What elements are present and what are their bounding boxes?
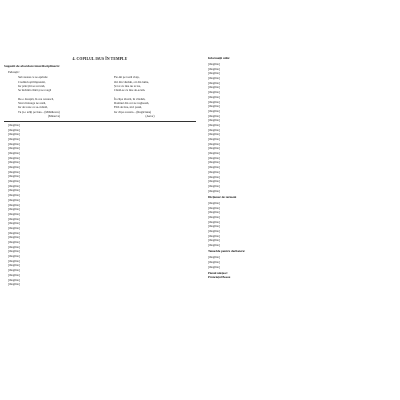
paragraph: [illegible] (8, 141, 20, 146)
paragraph: [illegible] (208, 210, 220, 215)
poem-line: În clipa tăcerii, în văzduh, (114, 96, 146, 101)
divider (4, 121, 196, 122)
paragraph: [illegible] (208, 94, 220, 99)
paragraph: [illegible] (208, 141, 220, 146)
paragraph: [illegible] (208, 214, 220, 219)
paragraph: [illegible] (8, 202, 20, 207)
paragraph: [illegible] (208, 188, 220, 193)
paragraph: [illegible] (208, 127, 220, 132)
paragraph: [illegible] (8, 197, 20, 202)
section-heading: Sugestii de abordare interdisciplinară: (4, 64, 60, 68)
paragraph: [illegible] (8, 127, 20, 132)
poem-author: (Autor) (145, 114, 155, 119)
paragraph: [illegible] (8, 230, 20, 235)
paragraph: [illegible] (8, 169, 20, 174)
paragraph: [illegible] (8, 263, 20, 268)
paragraph: [illegible] (8, 244, 20, 249)
paragraph: [illegible] (8, 282, 20, 287)
subsection-label: Educaţie: (8, 70, 20, 74)
poem-line: Sub steaua ce se-aprinde (18, 75, 48, 80)
left-column (4, 56, 196, 346)
paragraph: [illegible] (8, 150, 20, 155)
paragraph: [illegible] (208, 169, 220, 174)
poem-line: Domnul din cer ne veghează, (114, 101, 150, 106)
paragraph: [illegible] (208, 151, 220, 156)
paragraph: [illegible] (8, 207, 20, 212)
paragraph: [illegible] (8, 193, 20, 198)
poem-line: De-o dreaptă, în cea cerească, (18, 96, 54, 101)
paragraph: [illegible] (208, 122, 220, 127)
paragraph: [illegible] (208, 174, 220, 179)
paragraph: [illegible] (208, 113, 220, 118)
paragraph: [illegible] (208, 85, 220, 90)
poem-line: Şi tot cu tine nu te las, (114, 83, 141, 88)
paragraph: [illegible] (208, 104, 220, 109)
footer-label: Pionul ndeţeor: (208, 271, 228, 276)
paragraph: [illegible] (8, 240, 20, 245)
poem-line: Iar clipa aceasta... (Rugăciune) (114, 109, 152, 114)
paragraph: [illegible] (8, 183, 20, 188)
paragraph: [illegible] (8, 122, 20, 127)
poem-line: Tu ţi-o arăţi pe Isus... (Mihăilescu) (18, 109, 60, 114)
poem-right (114, 75, 186, 118)
paragraph: [illegible] (8, 136, 20, 141)
paragraph: [illegible] (208, 118, 220, 123)
document-page (0, 56, 400, 346)
topics-heading: Teme/ide pentru dezbatere: (208, 249, 246, 254)
info-text (204, 62, 396, 193)
poem-line: Ori din văzduh, ori din lume, (114, 79, 149, 84)
paragraph: [illegible] (208, 90, 220, 95)
paragraph: [illegible] (208, 255, 220, 260)
paragraph: [illegible] (208, 224, 220, 229)
paragraph: [illegible] (208, 155, 220, 160)
paragraph: [illegible] (208, 233, 220, 238)
paragraph: [illegible] (208, 183, 220, 188)
paragraph: [illegible] (208, 260, 220, 265)
paragraph: [illegible] (208, 71, 220, 76)
paragraph: [illegible] (8, 179, 20, 184)
paragraph: [illegible] (208, 66, 220, 71)
poem-line: Fie-mi pe toată viaţa, (114, 75, 140, 80)
paragraph: [illegible] (208, 219, 220, 224)
paragraph: [illegible] (208, 62, 220, 66)
paragraph: [illegible] (8, 160, 20, 165)
glossary-heading: Dicţionar de termeni (208, 194, 237, 199)
glossary-text (204, 201, 396, 247)
paragraph: [illegible] (8, 258, 20, 263)
paragraph: [illegible] (208, 238, 220, 243)
poem-author: (Minerva) (47, 114, 61, 119)
right-column (204, 56, 396, 346)
footer-name: Pruncioţul Boosu (208, 275, 231, 280)
body-text (4, 123, 196, 287)
paragraph: [illegible] (208, 132, 220, 137)
paragraph: [illegible] (208, 137, 220, 141)
paragraph: [illegible] (8, 132, 20, 137)
poem-line: Slava întreaga ne arată, (18, 101, 46, 106)
paragraph: [illegible] (208, 264, 220, 269)
poem-block (4, 75, 196, 118)
paragraph: [illegible] (208, 243, 220, 248)
poem-line: Se închină cântă şi se roagă (18, 88, 52, 93)
paragraph: [illegible] (208, 228, 220, 233)
paragraph: [illegible] (8, 249, 20, 254)
paragraph: [illegible] (8, 216, 20, 221)
paragraph: [illegible] (208, 108, 220, 113)
info-heading: Informaţii utile: (208, 56, 231, 60)
paragraph: [illegible] (8, 225, 20, 230)
paragraph: [illegible] (208, 80, 220, 85)
paragraph: [illegible] (208, 146, 220, 151)
paragraph: [illegible] (8, 272, 20, 277)
poem-left (18, 75, 90, 118)
poem-line: Iar prin ţări se revarsă, (18, 83, 46, 88)
paragraph: [illegible] (208, 165, 220, 170)
paragraph: [illegible] (208, 160, 220, 165)
paragraph: [illegible] (8, 254, 20, 259)
paragraph: [illegible] (208, 76, 220, 81)
paragraph: [illegible] (8, 174, 20, 179)
poem-line: Credincioşii împreună, (18, 79, 46, 84)
paragraph: [illegible] (8, 277, 20, 282)
paragraph: [illegible] (8, 155, 20, 160)
paragraph: [illegible] (208, 200, 220, 205)
paragraph: [illegible] (8, 188, 20, 193)
paragraph: [illegible] (208, 205, 220, 210)
poem-line: Iar de toate ce se-avântă, (18, 105, 48, 110)
footer-note (204, 271, 396, 280)
paragraph: [illegible] (8, 211, 20, 216)
paragraph: [illegible] (208, 179, 220, 184)
paragraph: [illegible] (8, 235, 20, 240)
poem-line: Fără de tine, nici pasul, (114, 105, 142, 110)
paragraph: [illegible] (8, 146, 20, 151)
poem-line: Cântă-se cu tine de-acum. (114, 88, 146, 93)
paragraph: [illegible] (208, 99, 220, 104)
page-title: 4. COPILUL ISUS ÎN TEMPLU (72, 57, 128, 61)
paragraph: [illegible] (8, 165, 20, 170)
topics-text (204, 255, 396, 269)
paragraph: [illegible] (8, 268, 20, 273)
paragraph: [illegible] (8, 221, 20, 226)
